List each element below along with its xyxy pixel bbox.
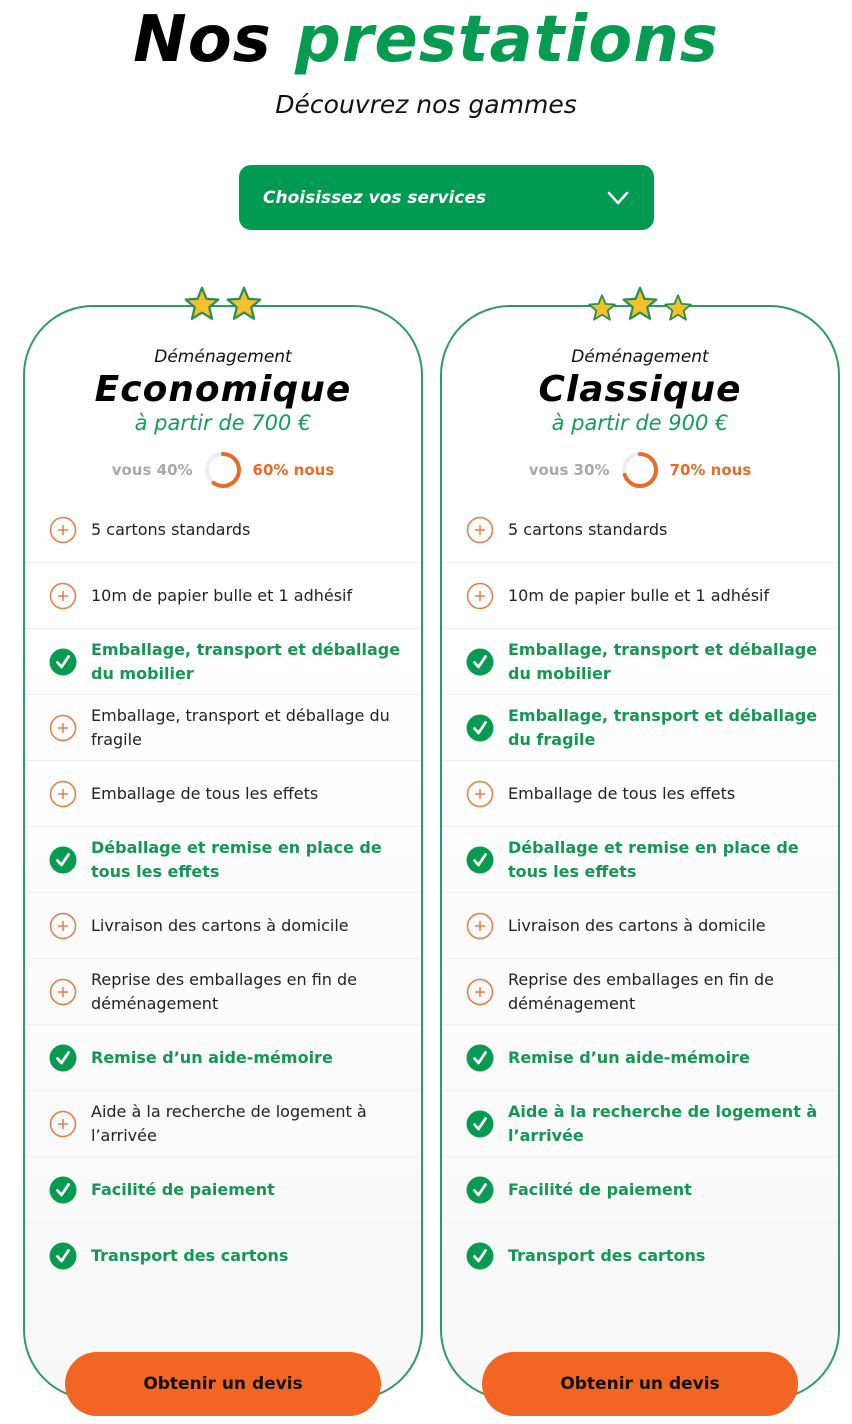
plus-circle-icon — [466, 780, 494, 808]
feature-text: Facilité de paiement — [508, 1179, 692, 1199]
feature-text: 10m de papier bulle et 1 adhésif — [91, 585, 353, 605]
effort-split — [442, 450, 838, 490]
feature-text: 5 cartons standards — [91, 519, 251, 539]
plus-circle-icon — [466, 582, 494, 610]
feature-item — [442, 827, 838, 893]
feature-text: Déballage et remise en place de tous les effets — [508, 837, 799, 881]
check-circle-icon — [49, 1176, 77, 1204]
star-icon — [225, 285, 263, 323]
feature-text: 5 cartons standards — [508, 519, 668, 539]
services-dropdown[interactable] — [239, 165, 654, 230]
feature-item — [442, 761, 838, 827]
feature-text: Déballage et remise en place de tous les effets — [91, 837, 382, 881]
feature-text: Emballage, transport et déballage du fragile — [91, 705, 390, 749]
plus-circle-icon — [49, 714, 77, 742]
feature-text: Facilité de paiement — [91, 1179, 275, 1199]
star-icon — [587, 293, 617, 323]
plus-circle-icon — [466, 978, 494, 1006]
feature-text: Reprise des emballages en fin de déménagement — [91, 969, 357, 1013]
page-subtitle: Découvrez nos gammes — [275, 90, 577, 119]
effort-us-label: 60% nous — [252, 461, 335, 479]
feature-item — [25, 1157, 421, 1223]
check-circle-icon — [466, 1110, 494, 1138]
page-title-plain: Nos — [133, 3, 272, 77]
feature-text: Emballage de tous les effets — [91, 783, 319, 803]
feature-item — [25, 497, 421, 563]
feature-list — [442, 497, 838, 1289]
feature-item — [25, 1025, 421, 1091]
star-icon — [621, 285, 659, 323]
plan-kicker: Déménagement — [154, 347, 292, 367]
check-circle-icon — [466, 846, 494, 874]
plan-name: Classique — [538, 369, 742, 410]
plus-circle-icon — [49, 516, 77, 544]
plan-stars — [25, 285, 421, 323]
chevron-down-icon — [606, 186, 630, 210]
effort-you-label: vous 30% — [528, 461, 610, 479]
plus-circle-icon — [49, 1110, 77, 1138]
star-icon — [183, 285, 221, 323]
feature-item — [25, 761, 421, 827]
feature-item — [442, 893, 838, 959]
feature-text: Remise d’un aide-mémoire — [508, 1047, 750, 1067]
effort-donut-icon — [203, 450, 243, 490]
check-circle-icon — [466, 1176, 494, 1204]
feature-item — [25, 827, 421, 893]
feature-item — [442, 497, 838, 563]
page-title-accent: prestations — [295, 3, 719, 77]
check-circle-icon — [49, 1044, 77, 1072]
plus-circle-icon — [49, 582, 77, 610]
feature-text: Reprise des emballages en fin de déménagement — [508, 969, 774, 1013]
feature-item — [25, 1223, 421, 1289]
plan-price: à partir de 700 € — [134, 411, 312, 435]
feature-item — [442, 1223, 838, 1289]
plan-kicker: Déménagement — [571, 347, 709, 367]
plus-circle-icon — [49, 912, 77, 940]
plus-circle-icon — [49, 780, 77, 808]
services-dropdown-label: Choisissez vos services — [263, 187, 487, 208]
feature-list — [25, 497, 421, 1289]
check-circle-icon — [466, 648, 494, 676]
feature-item — [25, 893, 421, 959]
feature-item — [442, 1025, 838, 1091]
plan-stars — [442, 285, 838, 323]
check-circle-icon — [466, 1044, 494, 1072]
feature-item — [442, 959, 838, 1025]
feature-text: Transport des cartons — [91, 1246, 289, 1265]
plan-name: Economique — [94, 369, 352, 410]
feature-text: Emballage, transport et déballage du fragile — [508, 705, 818, 749]
plus-circle-icon — [49, 978, 77, 1006]
check-circle-icon — [466, 1242, 494, 1270]
feature-item — [25, 563, 421, 629]
feature-item — [442, 695, 838, 761]
feature-item — [442, 1091, 838, 1157]
effort-donut-icon — [620, 450, 660, 490]
plan-card-economique — [23, 305, 423, 1400]
page-title — [0, 4, 852, 76]
feature-text: Emballage, transport et déballage du mobilier — [91, 639, 401, 683]
feature-item — [25, 629, 421, 695]
feature-text: Emballage de tous les effets — [508, 783, 736, 803]
feature-text: Livraison des cartons à domicile — [91, 915, 349, 935]
check-circle-icon — [49, 648, 77, 676]
feature-item — [442, 563, 838, 629]
star-icon — [663, 293, 693, 323]
plus-circle-icon — [466, 912, 494, 940]
effort-us-label: 70% nous — [669, 461, 752, 479]
plan-price: à partir de 900 € — [551, 411, 729, 435]
check-circle-icon — [49, 846, 77, 874]
feature-item — [442, 1157, 838, 1223]
feature-text: Emballage, transport et déballage du mobilier — [508, 639, 818, 683]
feature-text: Remise d’un aide-mémoire — [91, 1047, 333, 1067]
check-circle-icon — [49, 1242, 77, 1270]
get-quote-button[interactable]: Obtenir un devis — [482, 1352, 798, 1416]
get-quote-button[interactable]: Obtenir un devis — [65, 1352, 381, 1416]
feature-item — [442, 629, 838, 695]
feature-item — [25, 959, 421, 1025]
feature-text: Aide à la recherche de logement à l’arrivée — [508, 1101, 818, 1145]
feature-text: Transport des cartons — [508, 1246, 706, 1265]
feature-item — [25, 695, 421, 761]
plus-circle-icon — [466, 516, 494, 544]
feature-text: 10m de papier bulle et 1 adhésif — [508, 585, 770, 605]
plan-card-classique — [440, 305, 840, 1400]
feature-text: Aide à la recherche de logement à l’arrivée — [91, 1101, 367, 1145]
feature-text: Livraison des cartons à domicile — [508, 915, 766, 935]
effort-you-label: vous 40% — [111, 461, 193, 479]
check-circle-icon — [466, 714, 494, 742]
effort-split — [25, 450, 421, 490]
feature-item — [25, 1091, 421, 1157]
